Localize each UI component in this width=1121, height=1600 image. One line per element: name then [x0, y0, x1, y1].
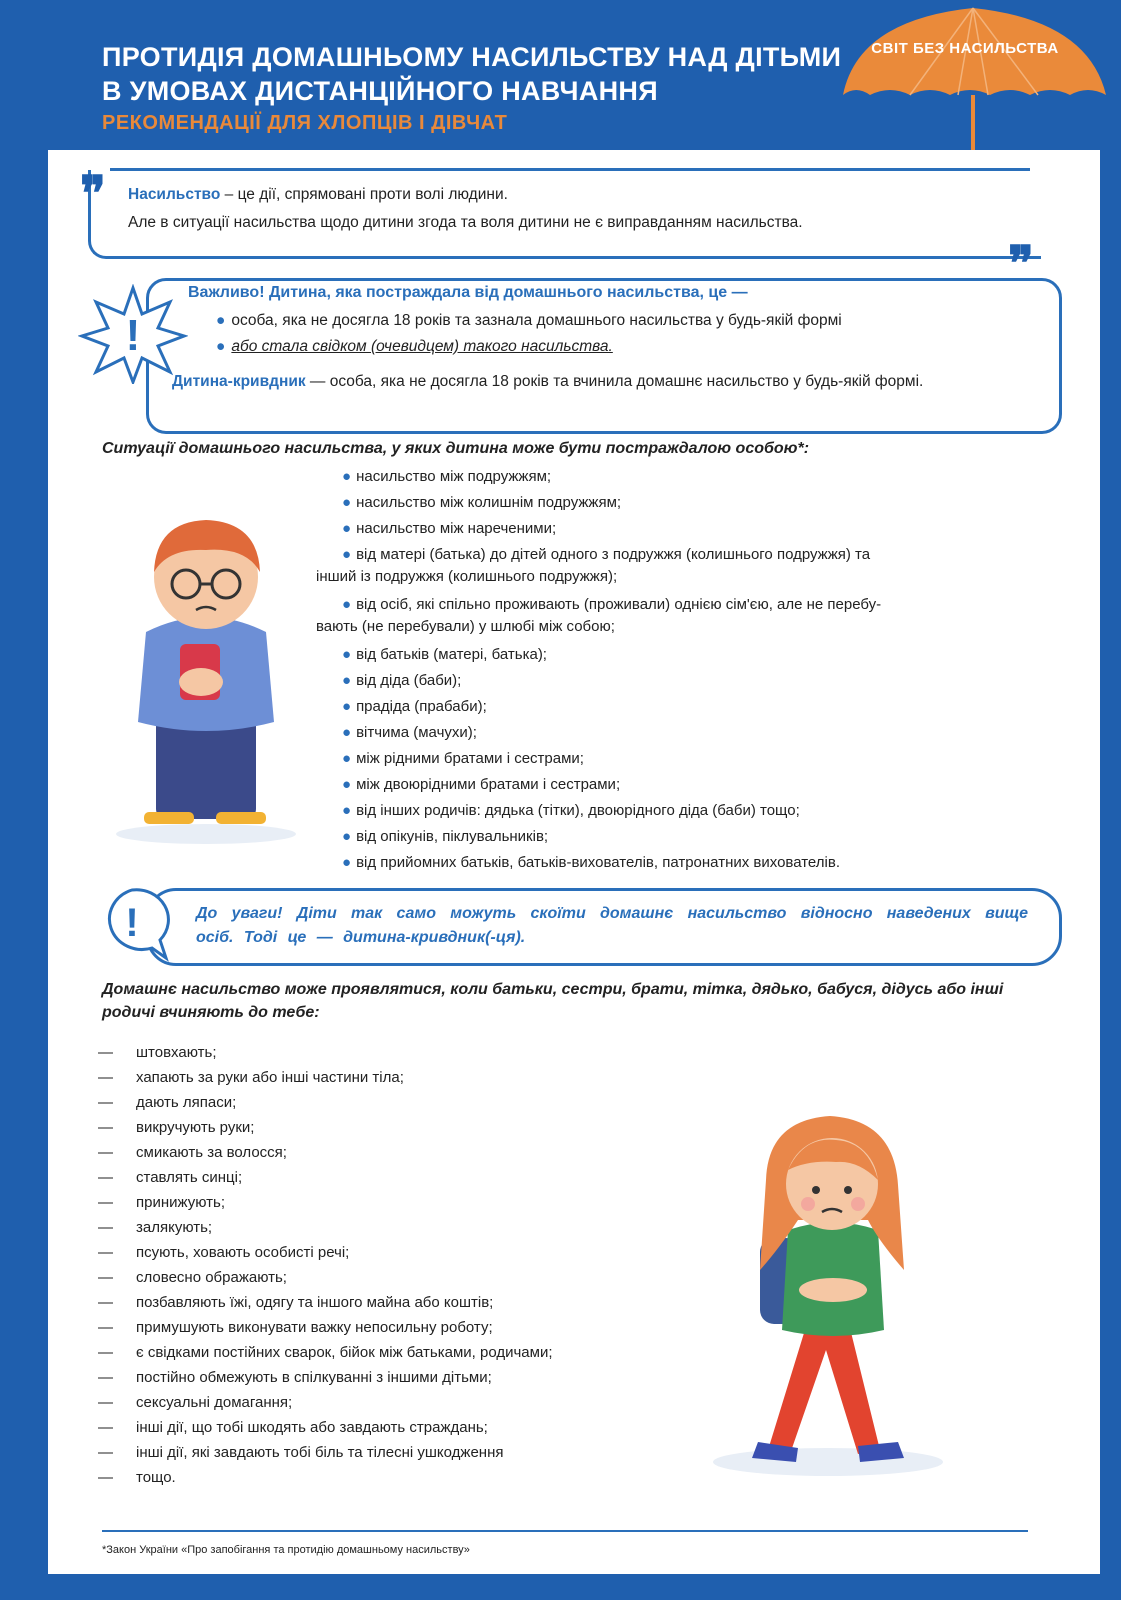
definition-term: Насильство [128, 186, 221, 203]
manifestations-heading: Домашнє насильство може проявлятися, коли батьки, сестри, брати, тітка, дядько, бабуся, дідусь або інші родичі вчиняють до тебе: [102, 981, 1004, 1021]
important-heading: Важливо! Дитина, яка постраждала від домашнього насильства, це — [188, 284, 748, 301]
title-line-1: ПРОТИДІЯ ДОМАШНЬОМУ НАСИЛЬСТВУ НАД ДІТЬМИ [102, 42, 842, 72]
situation-item: ● від прийомних батьків, батьків-вихователів, патронатних вихователів. [342, 854, 840, 871]
boy-illustration [106, 502, 306, 847]
situation-item: ● насильство між колишнім подружжям; [342, 494, 622, 511]
situation-item: ● від осіб, які спільно проживають (проживали) однією сім'єю, але не перебу- [342, 596, 882, 613]
dash-mark: — [98, 1394, 113, 1411]
girl-illustration [708, 1090, 968, 1490]
manifestation-item: — інші дії, які завдають тобі біль та тілесні ушкодження [98, 1444, 504, 1461]
bullet-icon: ● [216, 312, 226, 329]
dash-mark: — [98, 1294, 113, 1311]
situation-item: ● від батьків (матері, батька); [342, 646, 547, 663]
important-bullet-text: або стала свідком (очевидцем) такого насильства. [231, 338, 613, 355]
important-bullet-text: особа, яка не досягла 18 років та зазнала домашнього насильства у будь-якій формі [231, 312, 842, 329]
exclamation-star-icon [78, 284, 188, 384]
page-title [102, 40, 841, 108]
bullet-icon: ● [342, 802, 352, 819]
bullet-icon: ● [342, 646, 352, 663]
manifestation-item: — словесно ображають; [98, 1269, 287, 1286]
definition-text: – це дії, спрямовані проти волі людини. [220, 186, 508, 203]
manifestation-item: — сексуальні домагання; [98, 1394, 293, 1411]
situation-item: ● прадіда (прабаби); [342, 698, 487, 715]
svg-text:!: ! [125, 311, 141, 360]
footnote-divider [102, 1530, 1028, 1532]
bullet-icon: ● [342, 494, 352, 511]
dash-mark: — [98, 1469, 113, 1486]
situation-item: ● від матері (батька) до дітей одного з подружжя (колишнього подружжя) та [342, 546, 871, 563]
bullet-icon: ● [342, 750, 352, 767]
bullet-icon: ● [216, 338, 226, 355]
dash-mark: — [98, 1319, 113, 1336]
manifestation-item: — ставлять синці; [98, 1169, 243, 1186]
footnote: *Закон України «Про запобігання та протидію домашньому насильству» [102, 1544, 470, 1556]
dash-mark: — [98, 1194, 113, 1211]
definition-line-1 [128, 186, 508, 204]
important-bullet [216, 312, 842, 330]
bullet-icon: ● [342, 854, 352, 871]
close-quote-icon: ❞ [1008, 236, 1034, 292]
manifestation-item: — принижують; [98, 1194, 225, 1211]
bullet-icon: ● [342, 724, 352, 741]
dash-mark: — [98, 1119, 113, 1136]
manifestation-item: — дають ляпаси; [98, 1094, 237, 1111]
situation-item: ● вітчима (мачухи); [342, 724, 477, 741]
manifestation-item: — псують, ховають особисті речі; [98, 1244, 350, 1261]
dash-mark: — [98, 1219, 113, 1236]
bullet-icon: ● [342, 468, 352, 485]
manifestation-item: — інші дії, що тобі шкодять або завдають страждань; [98, 1419, 488, 1436]
bullet-icon: ● [342, 546, 352, 563]
offender-term: Дитина-кривдник [172, 373, 306, 390]
svg-text:!: ! [125, 901, 139, 945]
bullet-icon: ● [342, 520, 352, 537]
warning-text: До уваги! Діти так само можуть скоїти домашнє насильство відносно наведених вище осіб. Тоді це — дитина-кривдник(-ця). [196, 905, 1028, 946]
situation-item: ● від діда (баби); [342, 672, 462, 689]
situation-item: ● від інших родичів: дядька (тітки), двоюрідного діда (баби) тощо; [342, 802, 800, 819]
bullet-icon: ● [342, 698, 352, 715]
dash-mark: — [98, 1344, 113, 1361]
situation-item: ● між рідними братами і сестрами; [342, 750, 584, 767]
dash-mark: — [98, 1169, 113, 1186]
dash-mark: — [98, 1069, 113, 1086]
dash-mark: — [98, 1144, 113, 1161]
manifestation-item: — залякують; [98, 1219, 213, 1236]
manifestation-item: — примушують виконувати важку непосильну роботу; [98, 1319, 493, 1336]
situation-item: ● насильство між нареченими; [342, 520, 557, 537]
manifestation-item: — смикають за волосся; [98, 1144, 287, 1161]
important-bullet [216, 338, 613, 356]
dash-mark: — [98, 1244, 113, 1261]
bullet-icon: ● [342, 776, 352, 793]
offender-text: — особа, яка не досягла 18 років та вчинила домашнє насильство у будь-якій формі. [305, 373, 924, 390]
dash-mark: — [98, 1419, 113, 1436]
open-quote-icon: ❞ [80, 166, 106, 222]
bullet-icon: ● [342, 828, 352, 845]
manifestation-item: — постійно обмежують в спілкуванні з іншими дітьми; [98, 1369, 492, 1386]
situation-item: ● від опікунів, піклувальників; [342, 828, 549, 845]
situation-item: ● насильство між подружжям; [342, 468, 552, 485]
situation-item: ● між двоюрідними братами і сестрами; [342, 776, 621, 793]
exclamation-bubble-icon [92, 884, 172, 964]
title-line-2: В УМОВАХ ДИСТАНЦІЙНОГО НАВЧАННЯ [102, 76, 658, 106]
bullet-icon: ● [342, 672, 352, 689]
content-panel [48, 150, 1100, 1574]
manifestation-item: — викручують руки; [98, 1119, 255, 1136]
manifestation-item: — позбавляють їжі, одягу та іншого майна або коштів; [98, 1294, 494, 1311]
dash-mark: — [98, 1369, 113, 1386]
dash-mark: — [98, 1269, 113, 1286]
manifestation-item: — є свідками постійних сварок, бійок між батьками, родичами; [98, 1344, 553, 1361]
dash-mark: — [98, 1444, 113, 1461]
definition-line-2: Але в ситуації насильства щодо дитини згода та воля дитини не є виправданням насильства. [128, 214, 803, 231]
umbrella-label: СВІТ БЕЗ НАСИЛЬСТВА [871, 40, 1059, 57]
manifestation-item: — хапають за руки або інші частини тіла; [98, 1069, 404, 1086]
situation-item-continuation: інший із подружжя (колишнього подружжя); [316, 568, 618, 585]
dash-mark: — [98, 1044, 113, 1061]
situation-item-continuation: вають (не перебували) у шлюбі між собою; [316, 618, 615, 635]
manifestation-item: — тощо. [98, 1469, 176, 1486]
page-subtitle: РЕКОМЕНДАЦІЇ ДЛЯ ХЛОПЦІВ І ДІВЧАТ [102, 112, 508, 134]
dash-mark: — [98, 1094, 113, 1111]
situations-heading: Ситуації домашнього насильства, у яких дитина може бути постраждалою особою*: [102, 440, 810, 457]
manifestation-item: — штовхають; [98, 1044, 217, 1061]
bullet-icon: ● [342, 596, 352, 613]
offender-definition [172, 370, 1028, 393]
